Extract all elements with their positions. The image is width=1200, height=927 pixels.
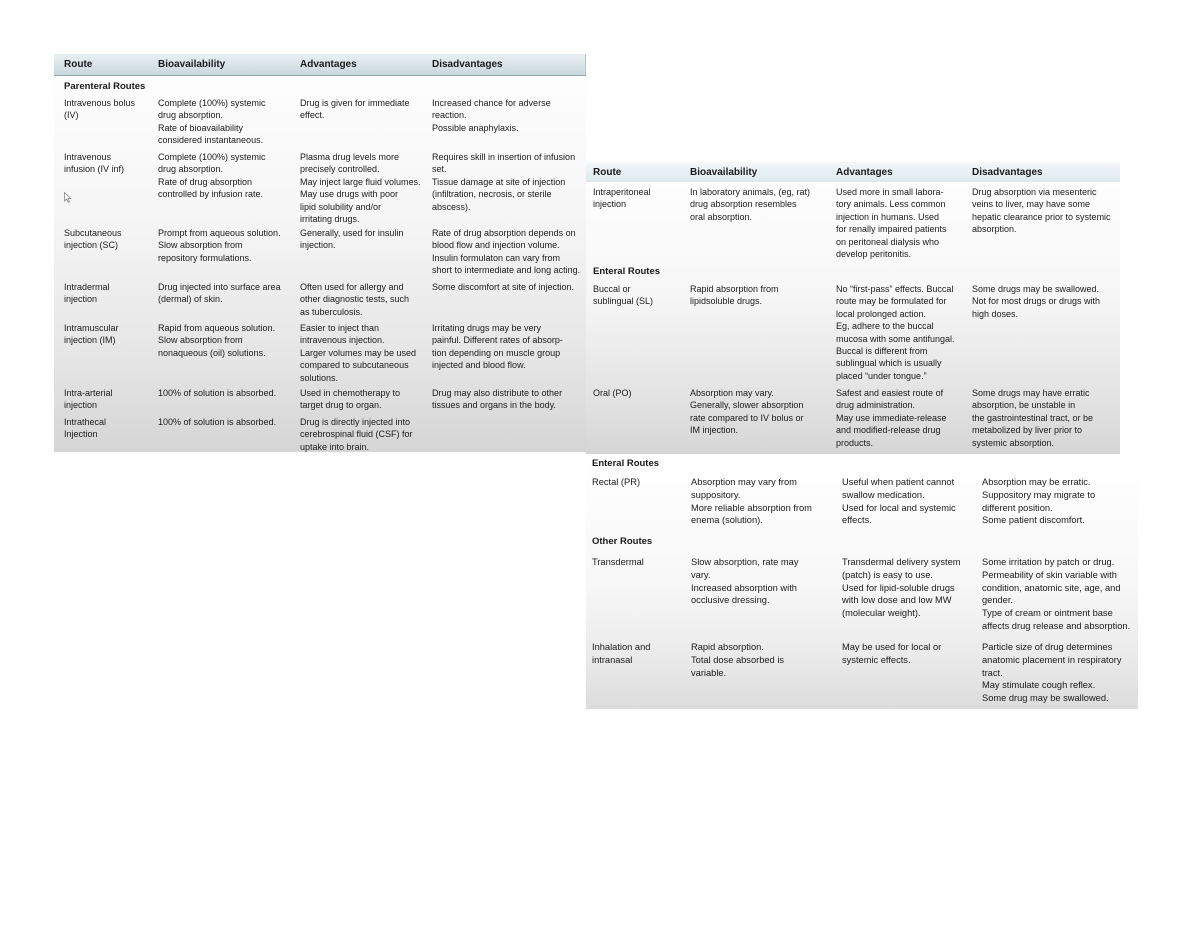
cell-line: Rate of bioavailability bbox=[158, 122, 244, 133]
cell-line: the gastrointestinal tract, or be bbox=[972, 412, 1094, 423]
route-cell bbox=[64, 151, 124, 176]
cell-line: tissues and organs in the body. bbox=[432, 400, 556, 411]
bioavailability-cell bbox=[691, 476, 812, 527]
cell-line: enema (solution). bbox=[691, 515, 763, 526]
cell-line: Subcutaneous bbox=[64, 228, 122, 238]
cell-line: Intravenous bbox=[64, 152, 112, 162]
disadvantages-cell bbox=[972, 186, 1111, 236]
cell-line: Intradermal bbox=[64, 282, 110, 292]
cell-line: different position. bbox=[982, 502, 1053, 513]
table-header bbox=[586, 162, 1120, 182]
disadvantages-cell bbox=[972, 283, 1100, 320]
disadvantages-cell bbox=[982, 641, 1122, 705]
cell-line: infusion (IV inf) bbox=[64, 164, 125, 175]
route-cell bbox=[64, 322, 119, 347]
cell-line: as tuberculosis. bbox=[300, 306, 363, 317]
cell-line: controlled by infusion rate. bbox=[158, 189, 264, 200]
disadvantages-cell bbox=[972, 387, 1093, 449]
enteral-routes-table bbox=[586, 162, 1120, 454]
cell-line: May use immediate-release bbox=[836, 412, 947, 423]
cell-line: Inhalation and bbox=[592, 642, 651, 652]
header-bioavailability: Bioavailability bbox=[690, 167, 758, 178]
route-cell bbox=[64, 416, 106, 441]
cell-line: drug absorption. bbox=[158, 164, 224, 175]
cell-line: Drug absorption via mesenteric bbox=[972, 187, 1097, 197]
cell-line: Some drug may be swallowed. bbox=[982, 693, 1109, 704]
cell-line: Tissue damage at site of injection bbox=[432, 176, 566, 187]
cell-line: considered instantaneous. bbox=[158, 135, 264, 146]
advantages-cell bbox=[842, 641, 941, 667]
cell-line: Not for most drugs or drugs with bbox=[972, 296, 1101, 307]
cell-line: anatomic placement in respiratory bbox=[982, 654, 1122, 665]
cell-line: Rapid absorption. bbox=[691, 642, 764, 652]
bioavailability-cell bbox=[690, 186, 810, 223]
cell-line: Oral (PO) bbox=[593, 388, 632, 398]
header-disadvantages: Disadvantages bbox=[432, 59, 503, 70]
cell-line: Prompt from aqueous solution. bbox=[158, 228, 281, 238]
cell-line: condition, anatomic site, age, and bbox=[982, 582, 1121, 593]
cell-line: Intramuscular bbox=[64, 323, 119, 333]
cell-line: Used in chemotherapy to bbox=[300, 388, 401, 398]
cell-line: vary. bbox=[691, 569, 711, 580]
advantages-cell bbox=[300, 281, 409, 318]
cell-line: May be used for local or bbox=[842, 642, 942, 652]
cell-line: Some drugs may be swallowed. bbox=[972, 284, 1100, 294]
cell-line: Intravenous bolus bbox=[64, 98, 136, 108]
cell-line: Used for lipid-soluble drugs bbox=[842, 582, 955, 593]
cell-line: solutions. bbox=[300, 372, 339, 383]
disadvantages-cell bbox=[432, 322, 563, 372]
cell-line: injection (IM) bbox=[64, 335, 116, 346]
cell-line: occlusive dressing. bbox=[691, 595, 770, 606]
cell-line: Easier to inject than bbox=[300, 323, 380, 333]
cell-line: Rate of drug absorption bbox=[158, 176, 253, 187]
advantages-cell bbox=[300, 322, 416, 384]
cell-line: Type of cream or ointment base bbox=[982, 608, 1113, 619]
cell-line: sublingual (SL) bbox=[593, 296, 654, 307]
cell-line: Drug is given for immediate bbox=[300, 98, 410, 108]
advantages-cell bbox=[842, 556, 960, 620]
cell-line: Plasma drug levels more bbox=[300, 152, 400, 162]
cell-line: (patch) is easy to use. bbox=[842, 569, 933, 580]
bioavailability-cell bbox=[158, 281, 281, 306]
cell-line: In laboratory animals, (eg, rat) bbox=[690, 187, 811, 197]
cell-line: metabolized by liver prior to bbox=[972, 425, 1083, 436]
cell-line: reaction. bbox=[432, 110, 467, 121]
cell-line: Insulin formulaton can vary from bbox=[432, 252, 561, 263]
cell-line: May inject large fluid volumes. bbox=[300, 176, 421, 187]
cell-line: variable. bbox=[691, 667, 727, 678]
cell-line: Safest and easiest route of bbox=[836, 388, 944, 398]
cell-line: set. bbox=[432, 164, 447, 175]
cell-line: suppository. bbox=[691, 489, 741, 500]
advantages-cell bbox=[300, 227, 403, 252]
cell-line: Increased absorption with bbox=[691, 582, 797, 593]
cell-line: Buccal is different from bbox=[836, 346, 928, 357]
cell-line: Possible anaphylaxis. bbox=[432, 122, 519, 133]
header-bioavailability: Bioavailability bbox=[158, 59, 226, 70]
cell-line: drug absorption. bbox=[158, 110, 224, 121]
cell-line: injection bbox=[64, 294, 98, 305]
bioavailability-cell bbox=[158, 227, 281, 264]
cell-line: Complete (100%) systemic bbox=[158, 152, 266, 162]
advantages-cell bbox=[300, 151, 421, 225]
section-heading: Parenteral Routes bbox=[64, 81, 146, 92]
cell-line: Intra-arterial bbox=[64, 388, 113, 398]
cell-line: placed “under tongue.” bbox=[836, 370, 927, 381]
parenteral-routes-table bbox=[54, 54, 586, 452]
advantages-cell bbox=[300, 387, 400, 412]
cell-line: products. bbox=[836, 437, 874, 448]
cell-line: Absorption may be erratic. bbox=[982, 477, 1091, 487]
cell-line: Increased chance for adverse bbox=[432, 98, 551, 108]
cell-line: Transdermal bbox=[592, 557, 644, 567]
disadvantages-cell bbox=[432, 97, 551, 134]
cell-line: injection. bbox=[300, 240, 336, 251]
cell-line: hepatic clearance prior to systemic bbox=[972, 211, 1111, 222]
disadvantages-cell bbox=[432, 281, 574, 293]
section-heading: Enteral Routes bbox=[593, 266, 661, 277]
cell-line: Generally, slower absorption bbox=[690, 400, 804, 411]
cell-line: May use drugs with poor bbox=[300, 189, 399, 200]
cell-line: injection in humans. Used bbox=[836, 211, 940, 222]
cell-line: gender. bbox=[982, 595, 1014, 606]
header-route: Route bbox=[593, 167, 622, 178]
route-cell bbox=[64, 281, 110, 306]
cell-line: swallow medication. bbox=[842, 489, 925, 500]
disadvantages-cell bbox=[432, 387, 562, 412]
cell-line: May stimulate cough reflex. bbox=[982, 680, 1096, 691]
advantages-cell bbox=[300, 97, 410, 122]
cell-line: No “first-pass” effects. Buccal bbox=[836, 284, 954, 294]
cell-line: Complete (100%) systemic bbox=[158, 98, 266, 108]
header-route: Route bbox=[64, 59, 93, 70]
cell-line: high doses. bbox=[972, 308, 1019, 319]
cell-line: More reliable absorption from bbox=[691, 502, 812, 513]
cell-line: drug administration. bbox=[836, 400, 916, 411]
cell-line: on peritoneal dialysis who bbox=[836, 236, 940, 247]
cell-line: Irritating drugs may be very bbox=[432, 323, 542, 333]
cell-line: effects. bbox=[842, 515, 872, 526]
cell-line: cerebrospinal fluid (CSF) for bbox=[300, 429, 413, 440]
cell-line: tract. bbox=[982, 667, 1003, 678]
header-disadvantages: Disadvantages bbox=[972, 167, 1043, 178]
cell-line: for renally impaired patients bbox=[836, 224, 947, 235]
cell-line: Rapid from aqueous solution. bbox=[158, 323, 276, 333]
cell-line: Some irritation by patch or drug. bbox=[982, 557, 1115, 567]
cell-line: Total dose absorbed is bbox=[691, 654, 785, 665]
cell-line: 100% of solution is absorbed. bbox=[158, 388, 277, 398]
route-cell bbox=[64, 97, 135, 122]
bioavailability-cell bbox=[158, 322, 275, 359]
route-cell bbox=[592, 641, 650, 667]
advantages-cell bbox=[836, 387, 947, 449]
cell-line: veins to liver, may have some bbox=[972, 199, 1091, 210]
cell-line: Often used for allergy and bbox=[300, 282, 404, 292]
mouse-cursor-icon bbox=[64, 192, 72, 203]
route-cell bbox=[592, 556, 644, 569]
cell-line: Drug may also distribute to other bbox=[432, 388, 563, 398]
cell-line: route may be formulated for bbox=[836, 296, 947, 307]
cell-line: absorption. bbox=[972, 224, 1017, 235]
cell-line: precisely controlled. bbox=[300, 164, 380, 175]
bioavailability-cell bbox=[690, 387, 804, 437]
cell-line: target drug to organ. bbox=[300, 400, 382, 411]
cell-line: compared to subcutaneous bbox=[300, 360, 409, 371]
bioavailability-cell bbox=[158, 97, 266, 147]
cell-line: Drug injected into surface area bbox=[158, 282, 281, 292]
cell-line: and modified-release drug bbox=[836, 425, 941, 436]
cell-line: affects drug release and absorption. bbox=[982, 620, 1131, 631]
cell-line: blood flow and injection volume. bbox=[432, 240, 560, 251]
header-advantages: Advantages bbox=[300, 59, 357, 70]
cell-line: painful. Different rates of absorp- bbox=[432, 335, 563, 346]
cell-line: Absorption may vary. bbox=[690, 388, 774, 398]
route-cell bbox=[593, 186, 651, 211]
cell-line: irritating drugs. bbox=[300, 214, 360, 225]
bioavailability-cell bbox=[158, 151, 266, 201]
advantages-cell bbox=[300, 416, 413, 452]
cell-line: tion depending on muscle group bbox=[432, 347, 561, 358]
cell-line: tory animals. Less common bbox=[836, 199, 946, 210]
cell-line: Eg, adhere to the buccal bbox=[836, 321, 934, 332]
cell-line: intravenous injection. bbox=[300, 335, 385, 346]
cell-line: injection bbox=[64, 400, 98, 411]
cell-line: oral absorption. bbox=[690, 211, 753, 222]
cell-line: (infiltration, necrosis, or sterile bbox=[432, 189, 552, 200]
cell-line: Buccal or bbox=[593, 284, 631, 294]
cell-line: (dermal) of skin. bbox=[158, 294, 223, 305]
other-routes-table bbox=[586, 454, 1138, 709]
cell-line: Requires skill in insertion of infusion bbox=[432, 152, 576, 162]
cell-line: Rectal (PR) bbox=[592, 477, 641, 487]
cell-line: Injection bbox=[64, 429, 98, 440]
cell-line: injection (SC) bbox=[64, 240, 119, 251]
advantages-cell bbox=[842, 476, 956, 527]
advantages-cell bbox=[836, 283, 955, 382]
cell-line: Permeability of skin variable with bbox=[982, 569, 1117, 580]
cell-line: Larger volumes may be used bbox=[300, 347, 417, 358]
route-cell bbox=[64, 227, 122, 252]
disadvantages-cell bbox=[432, 151, 575, 213]
cell-line: Some discomfort at site of injection. bbox=[432, 282, 575, 292]
cell-line: Rapid absorption from bbox=[690, 284, 779, 294]
table-header bbox=[54, 54, 586, 76]
cell-line: Some drugs may have erratic bbox=[972, 388, 1090, 398]
cell-line: lipidsoluble drugs. bbox=[690, 296, 763, 307]
disadvantages-cell bbox=[982, 556, 1130, 633]
cell-line: Slow absorption, rate may bbox=[691, 557, 799, 567]
cell-line: short to intermediate and long acting. bbox=[432, 265, 581, 276]
bioavailability-cell bbox=[691, 556, 798, 607]
cell-line: (IV) bbox=[64, 110, 79, 121]
cell-line: abscess). bbox=[432, 201, 471, 212]
cell-line: Intrathecal bbox=[64, 417, 107, 427]
bioavailability-cell bbox=[158, 416, 276, 428]
cell-line: repository formulations. bbox=[158, 252, 252, 263]
cell-line: Intraperitoneal bbox=[593, 187, 651, 197]
cell-line: with low dose and low MW bbox=[842, 595, 952, 606]
cell-line: systemic absorption. bbox=[972, 437, 1055, 448]
cell-line: Absorption may vary from bbox=[691, 477, 797, 487]
cell-line: Useful when patient cannot bbox=[842, 477, 955, 487]
cell-line: Used more in small labora- bbox=[836, 187, 944, 197]
cell-line: (molecular weight). bbox=[842, 608, 921, 619]
cell-line: intranasal bbox=[592, 654, 633, 665]
cell-line: Slow absorption from bbox=[158, 335, 243, 346]
cell-line: 100% of solution is absorbed. bbox=[158, 417, 277, 427]
cell-line: Slow absorption from bbox=[158, 240, 243, 251]
cell-line: uptake into brain. bbox=[300, 441, 370, 452]
section-heading: Enteral Routes bbox=[592, 458, 660, 469]
cell-line: Used for local and systemic bbox=[842, 502, 956, 513]
cell-line: Drug is directly injected into bbox=[300, 417, 411, 427]
cell-line: local prolonged action. bbox=[836, 308, 927, 319]
cell-line: develop peritonitis. bbox=[836, 249, 912, 260]
cell-line: absorption, be unstable in bbox=[972, 400, 1076, 411]
cell-line: drug absorption resembles bbox=[690, 199, 797, 210]
disadvantages-cell bbox=[432, 227, 580, 277]
cell-line: other diagnostic tests, such bbox=[300, 294, 410, 305]
header-advantages: Advantages bbox=[836, 167, 893, 178]
cell-line: effect. bbox=[300, 110, 325, 121]
cell-line: nonaqueous (oil) solutions. bbox=[158, 347, 266, 358]
cell-line: Particle size of drug determines bbox=[982, 642, 1113, 652]
cell-line: systemic effects. bbox=[842, 654, 911, 665]
cell-line: injection bbox=[593, 199, 627, 210]
bioavailability-cell bbox=[690, 283, 779, 308]
cell-line: IM injection. bbox=[690, 425, 739, 436]
route-cell bbox=[592, 476, 640, 489]
route-cell bbox=[64, 387, 113, 412]
bioavailability-cell bbox=[158, 387, 276, 399]
cell-line: sublingual which is usually bbox=[836, 358, 942, 369]
cell-line: lipid solubility and/or bbox=[300, 201, 382, 212]
advantages-cell bbox=[836, 186, 947, 260]
cell-line: mucosa with some antifungal. bbox=[836, 333, 955, 344]
cell-line: rate compared to IV bolus or bbox=[690, 412, 804, 423]
cell-line: Suppository may migrate to bbox=[982, 489, 1096, 500]
cell-line: Generally, used for insulin bbox=[300, 228, 404, 238]
route-cell bbox=[593, 387, 632, 399]
cell-line: Rate of drug absorption depends on bbox=[432, 228, 576, 238]
cell-line: Some patient discomfort. bbox=[982, 515, 1085, 526]
bioavailability-cell bbox=[691, 641, 784, 679]
route-cell bbox=[593, 283, 653, 308]
cell-line: injected and blood flow. bbox=[432, 360, 526, 371]
cell-line: Transdermal delivery system bbox=[842, 557, 961, 567]
disadvantages-cell bbox=[982, 476, 1095, 527]
section-heading: Other Routes bbox=[592, 536, 653, 547]
